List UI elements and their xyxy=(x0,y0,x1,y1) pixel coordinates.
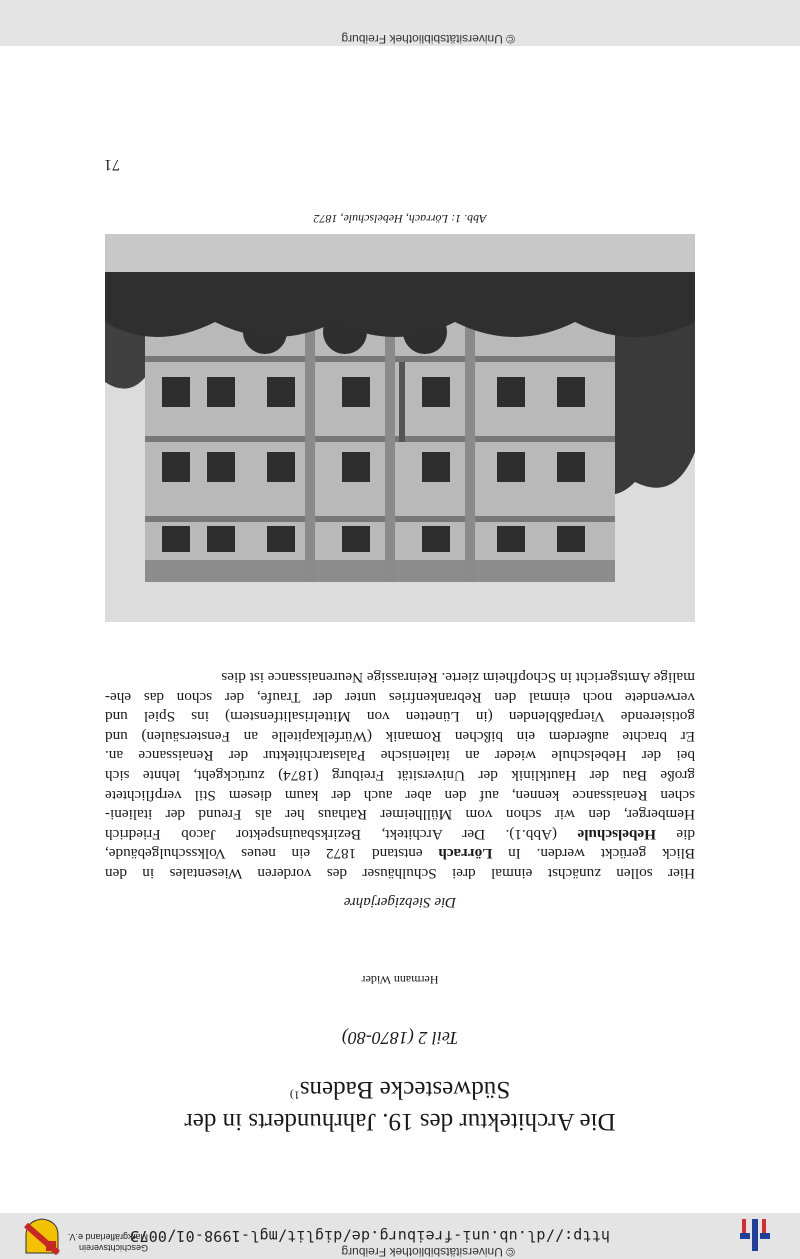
ub-freiburg-logo-icon[interactable] xyxy=(736,1217,772,1253)
article-title-line-1: Die Architektur des 19. Jahrhunderts in der xyxy=(184,1108,616,1135)
society-name xyxy=(68,1231,148,1253)
article-author: Hermann Wider xyxy=(361,973,439,987)
society-crest-icon[interactable] xyxy=(24,1217,60,1255)
article-title-line-2 xyxy=(0,1075,800,1103)
paragraph-line: Hemberger, den wir schon vom Müllheimer Rathaus her als Freund der italieni- xyxy=(105,806,695,824)
paragraph-line: die Hebelschule (Abb.1). Der Architekt, Bezirksbauinspektor Jacob Friedrich xyxy=(105,825,695,843)
paragraph-line: gotisierende Vierpaßblenden (in Lünetten von Mittelrisalitfenstern) ins Spiel und xyxy=(105,708,695,726)
copyright-text: © Universitätsbibliothek Freiburg xyxy=(341,1245,515,1259)
chapter-heading: Die Siebzigerjahre xyxy=(343,894,457,910)
paragraph-line: Hier sollen zunächst einmal drei Schulhäuser des vorderen Wiesentales in den xyxy=(105,865,695,882)
paragraph-line: große Bau der Hautklinik der Universität Freiburg (1874) zurückgeht, lehnte sich xyxy=(105,767,695,785)
society-line-2: Markgräflerland e.V. xyxy=(67,1232,148,1242)
footnote-mark[interactable]: 1) xyxy=(289,1088,300,1103)
bold-term: Hebelschule xyxy=(577,825,656,843)
paragraph-line: verwendete noch einmal den Rebrankenfries unter der Traufe, der schon das ehe- xyxy=(105,688,695,706)
page-number: 71 xyxy=(104,156,120,173)
title-line-2-text: Südwestecke Badens xyxy=(299,1076,511,1103)
figure-caption: Abb. 1: Lörrach, Hebelschule, 1872 xyxy=(313,212,487,226)
paragraph-line: Er brachte außerdem ein bißchen Romanik (Würfelkapitelle an Fenstersäulen) und xyxy=(105,727,695,745)
permalink-url[interactable]: http://dl.ub.uni-freiburg.de/diglit/mgl-1998-01/0073 xyxy=(130,1227,610,1245)
article-part: Teil 2 (1870-80) xyxy=(341,1028,459,1048)
footer-bar xyxy=(0,0,800,46)
footer-copyright-text: © Universitätsbibliothek Freiburg xyxy=(341,32,515,46)
body-paragraph xyxy=(105,667,695,883)
bold-term: Lörrach xyxy=(438,845,493,863)
paragraph-line: malige Amtsgericht in Schopfheim zierte. Reinrassige Neurenaissance ist dies xyxy=(221,669,695,687)
paragraph-line: schen Renaissance kennen, auf den aber auch der kaum diesem Stil verpflichtete xyxy=(105,786,695,804)
header-bar xyxy=(0,1213,800,1259)
society-line-1: Geschichtsverein xyxy=(78,1243,148,1253)
hebelschule-photo xyxy=(105,234,695,622)
document-page xyxy=(0,46,800,1213)
paragraph-line: Blick gerückt werden. In Lörrach entstand 1872 ein neues Volksschulgebäude, xyxy=(105,845,695,863)
paragraph-line: bei der Hebelschule wieder an italienische Palastarchitektur der Renaissance an. xyxy=(105,747,695,765)
